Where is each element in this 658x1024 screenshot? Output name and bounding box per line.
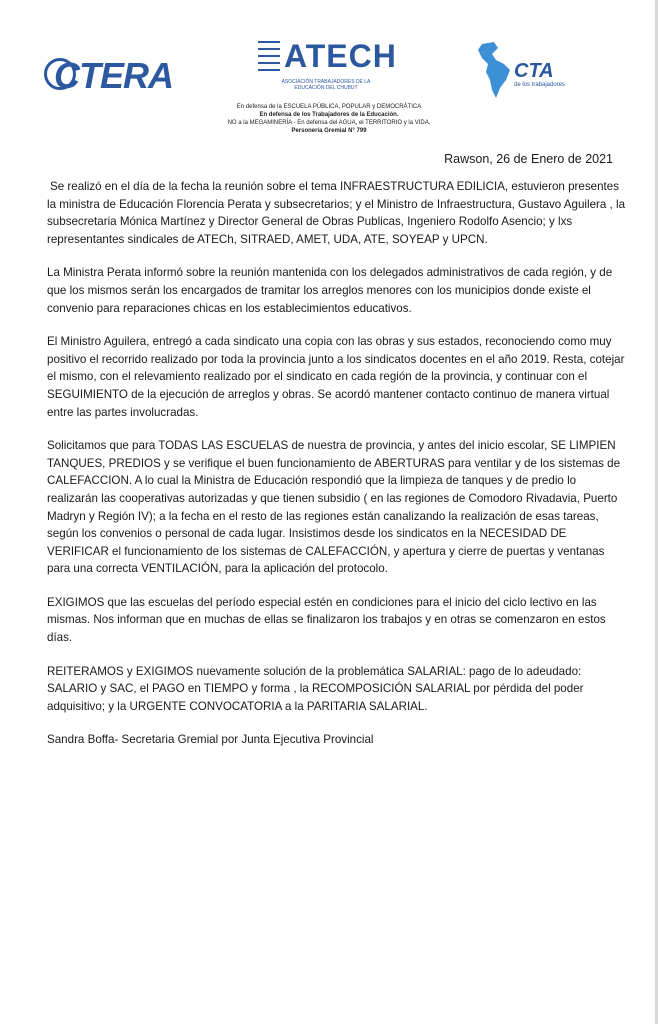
paragraph: El Ministro Aguilera, entregó a cada sindicato una copia con las obras y sus estados, reconociendo como muy positivo el recorrido realizado por toda la provincia junto a los sindicatos docentes en el año 2019. Resta, cotejar el mismo, con el relevamiento realizado por el sindicato en cada región de la provincia, y continuar con el SEGUIMIENTO de la ejecución de arreglos y obras. Se acordó mantener contacto continuo de manera virtual entre las partes involucradas. [47,335,625,419]
atech-subtitle: ASOCIACIÓN TRABAJADORES DE LA EDUCACIÓN DEL CHUBUT [281,79,371,91]
header-motto [0,103,658,135]
motto-line: NO a la MEGAMINERÍA - En defensa del AGUA, el TERRITORIO y la VIDA. [227,120,431,126]
paragraph: Se realizó en el día de la fecha la reunión sobre el tema INFRAESTRUCTURA EDILICIA, estuvieron presentes la ministra de Educación Florencia Perata y subsecretarios; y el Ministro de Infraestructura, Gustavo Aguilera , la subsecretaria Mónica Martínez y Director General de Obras Publicas, Ingeniero Rodolfo Asencio; y lxs representantes sindicales de ATECh, SITRAED, AMET, UDA, ATE, SOYEAP y UPCN. [47,180,626,246]
ctera-logo [44,55,180,97]
paragraph: REITERAMOS y EXIGIMOS nuevamente solución de la problemática SALARIAL: pago de lo adeudado: SALARIO y SAC, el PAGO en TIEMPO y forma , la RECOMPOSICIÓN SALARIAL por pérdida del poder adquisitivo; y la URGENTE CONVOCATORIA a la PARITARIA SALARIAL. [47,664,584,713]
cta-logo-text: CTA [514,60,554,82]
paragraph: EXIGIMOS que las escuelas del período especial estén en condiciones para el inicio del ciclo lectivo en las mismas. Nos informan que en muchas de ellas se finalizaron los trabajos y en otras se comenzaron en estos días. [47,595,606,645]
document-date: Rawson, 26 de Enero de 2021 [444,152,613,166]
document-body [47,178,627,765]
paragraph: La Ministra Perata informó sobre la reunión mantenida con los delegados administrativos de cada región, y de que los mismos serán los encargados de tramitar los arreglos menores con los municipios donde existe el convenio para reparaciones chicas en los establecimientos educativos. [47,266,613,315]
cta-subtitle: de los trabajadores [514,82,566,88]
cta-logo [474,40,584,100]
atech-logo-text: ATECH [280,37,401,75]
atech-logo [258,35,397,93]
motto-line: Personería Gremial N° 799 [291,128,367,134]
signature: Sandra Boffa- Secretaria Gremial por Junta Ejecutiva Provincial [47,733,374,747]
motto-line: En defensa de la ESCUELA PÚBLICA, POPULAR y DEMOCRÁTICA [236,104,422,110]
paragraph: Solicitamos que para TODAS LAS ESCUELAS de nuestra de provincia, y antes del inicio escolar, SE LIMPIEN TANQUES, PREDIOS y se verifique el buen funcionamiento de ABERTURAS para ventilar y de los sistemas de CALEFACCION. A lo cual la Ministra de Educación respondió que la limpieza de tanques y de predio lo realizarán las cooperativas autorizadas y que tienen subsidio ( en las regiones de Comodoro Rivadavia, Puerto Madryn y Región IV); a la fecha en el resto de las regiones están canalizando la realización de esas tareas, según los convenios o personal de cada lugar. Insistimos desde los sindicatos en la NECESIDAD DE VERIFICAR el funcionamiento de los sistemas de CALEFACCIÓN, y apertura y cierre de puertas y ventanas para una correcta VENTILACIÓN, para la aplicación del protocolo. [47,439,621,576]
motto-line: En defensa de los Trabajadores de la Educación. [259,112,399,118]
ctera-logo-text: CTERA [54,55,173,96]
